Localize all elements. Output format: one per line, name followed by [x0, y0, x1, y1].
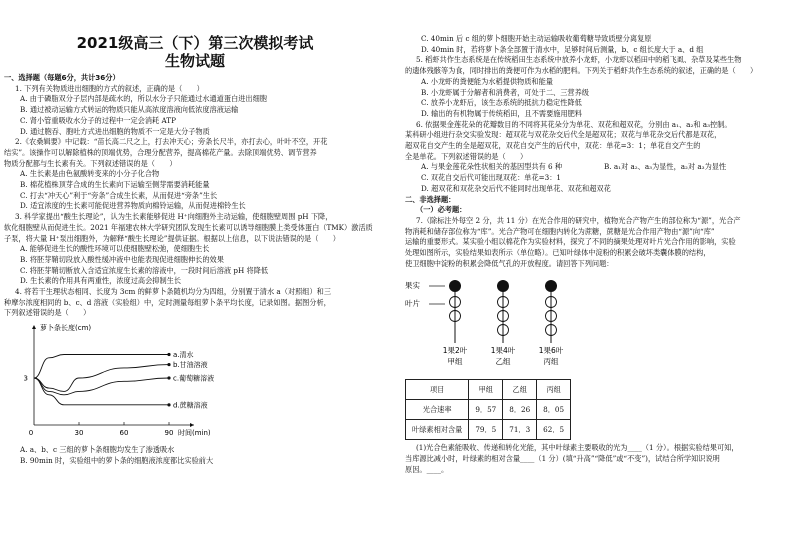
series-label: a.清水 [173, 351, 194, 360]
q3-option-c: C. 将胚芽鞘切断放入含适宜浓度生长素的溶液中，一段时间后溶液 pH 将降低 [20, 265, 269, 275]
q3-line: 3. 科学家提出“酸生长理论”，认为生长素能够促进 H⁺向细胞外主动运输，使细胞壁周围 pH 下降， [15, 212, 333, 222]
group-name: 乙组 [495, 357, 511, 367]
fruit-icon [449, 280, 461, 292]
q7-line: 7.（除标注外每空 2 分，共 11 分）在光合作用的研究中，植物光合产物产生的部位称为“源”，光合产 [416, 215, 741, 225]
q7-sub1-line: 原因。____。 [405, 464, 449, 474]
q4-option-c: C. 40min 后 c 组的萝卜细胞开始主动运输吸收葡萄糖导致质壁分离复原 [421, 34, 652, 43]
table-cell: 9．57 [469, 400, 503, 420]
radish-length-chart [12, 321, 262, 439]
q5-option-c: C. 放养小龙虾后，该生态系统的抵抗力稳定性降低 [421, 98, 582, 108]
x-tick-label: 60 [119, 429, 129, 438]
table-row [406, 420, 571, 440]
results-table [405, 379, 571, 440]
fruit-icon [497, 280, 509, 292]
q2-line: 物质分配都与生长素有关。下列叙述错误的是（ ） [4, 158, 177, 168]
q3-line: 软化细胞壁从而促进生长。2021 年福建农林大学研究团队发现生长素可以诱导细胞膜上类受体蛋白（TMK）激活质 [4, 222, 373, 232]
q6-option-b: B. a₁对 a₂、a₃为显性，a₂对 a₃为显性 [604, 162, 727, 172]
table-cell: 62．5 [537, 420, 571, 440]
left-column [4, 0, 386, 560]
q4-line: 4. 将若干生理状态相同、长度为 3cm 的鲜萝卜条随机均分为四组，分别置于清水 a（对照组）和三 [15, 287, 332, 297]
q7-sub1-line: 当库源比减小时，叶绿素的相对含量____（1 分）(填“升高”“降低”或“不变”)，试结合所学知识说明 [405, 454, 720, 464]
series-end-point [167, 363, 170, 366]
x-axis-arrow [190, 423, 194, 427]
q4-option-d: D. 40min 时，若将萝卜条全部置于清水中，足够时间后测量，b、c 组长度大于 a、d 组 [421, 44, 704, 54]
q6-line: 超双花自交产生的全是超双花，双花自交产生的后代中，双花：单花=3：1；单花自交产生的 [405, 141, 701, 151]
section-2-heading: 二、非选择题： [405, 194, 456, 204]
table-header-row [406, 380, 571, 400]
q3-option-a: A. 能够促进生长的酸性环境可以使细胞壁松弛，使细胞生长 [20, 244, 210, 254]
series-end-point [167, 403, 170, 406]
series-line [34, 378, 169, 395]
leaf-label: 叶片 [405, 299, 420, 309]
table-header-cell: 乙组 [503, 380, 537, 400]
x-tick-label: 30 [74, 429, 84, 438]
fruit-label: 果实 [405, 281, 420, 291]
q6-line: 某科研小组进行杂交实验发现：超双花与双花杂交后代全是超双花；双花与单花杂交后代都是双花， [405, 130, 722, 140]
plant-diagram [405, 271, 605, 381]
q5-option-d: D. 输出的有机物属于传统稻田，且不需要施用肥料 [421, 108, 583, 118]
q2-option-a: A. 生长素是由色氨酸转变来的小分子化合物 [20, 169, 160, 179]
q6-option-a: A. 与果金莲花朵性状相关的基因型共有 6 种 [421, 162, 563, 172]
q1-stem: 1. 下列有关物质进出细胞的方式的叙述，正确的是（ ） [15, 83, 204, 93]
table-cell: 叶绿素相对含量 [406, 420, 469, 440]
table-header-cell: 项目 [406, 380, 469, 400]
q2-line: 2.《农桑辑要》中记载：“苗长高二尺之上，打去冲天心；旁条长尺半，亦打去心，叶叶不空，开花 [15, 137, 328, 147]
q7-line: 使卫细胞中淀粉的积累会降低气孔的开放程度。请回答下列问题： [405, 258, 614, 268]
q5-option-a: A. 小龙虾的粪便能为水稻提供物质和能量 [421, 76, 553, 86]
q1-option-d: D. 通过胞吞、胞吐方式进出细胞的物质不一定是大分子物质 [20, 126, 210, 136]
q1-option-c: C. 肾小管重吸收水分子的过程中一定会消耗 ATP [20, 115, 176, 125]
group-caption: 1果4叶 [490, 346, 516, 356]
series-label: b.甘油溶液 [173, 361, 208, 370]
q1-option-a: A. 由于磷脂双分子层内部是疏水的，所以水分子只能通过水通道蛋白进出细胞 [20, 94, 267, 104]
table-cell: 光合速率 [406, 400, 469, 420]
q6-option-c: C. 双花自交后代可能出现双花：单花=3：1 [421, 173, 561, 183]
fruit-icon [545, 280, 557, 292]
table-header-cell: 丙组 [537, 380, 571, 400]
q4-line: 下列叙述错误的是（ ） [4, 308, 91, 318]
table-row [406, 400, 571, 420]
table-cell: 79．5 [469, 420, 503, 440]
x-tick-label: 0 [28, 429, 34, 438]
y-tick-label: 3 [23, 374, 28, 383]
table-cell: 8．26 [503, 400, 537, 420]
q3-option-b: B. 将胚芽鞘切段放入酸性缓冲液中也能表现促进细胞伸长的效果 [20, 254, 224, 264]
q7-line: 物消耗和储存部位称为“库”。光合产物可在细胞内转化为蔗糖，蔗糖是光合作用产物由“源”向“库” [405, 226, 715, 236]
right-column [405, 0, 787, 560]
q3-option-d: D. 生长素的作用具有两重性，浓度过高会抑制生长 [20, 276, 182, 286]
q2-option-b: B. 棉花植株顶芽合成的生长素向下运输至侧芽需要消耗能量 [20, 180, 210, 190]
series-label: d.蔗糖溶液 [173, 401, 208, 410]
q2-line: 结实”。该操作可以解除植株的顶端优势，合理分配营养，提高棉花产量。去除顶端优势、调节营养 [4, 147, 317, 157]
exam-subtitle: 生物试题 [164, 52, 225, 70]
group-name: 丙组 [543, 357, 559, 367]
q6-line: 全是单花。下列叙述错误的是（ ） [405, 151, 528, 161]
x-axis-label: 时间(min) [178, 429, 211, 438]
q7-line: 处理如图所示，实验结果如表所示（单位略）。已知叶绿体中淀粉的积累会破坏类囊体膜的结构， [405, 248, 711, 258]
table-cell: 71．3 [503, 420, 537, 440]
table-cell: 8．05 [537, 400, 571, 420]
exam-title: 2021级高三（下）第三次模拟考试 [76, 34, 314, 52]
group-name: 甲组 [447, 357, 463, 367]
q6-line: 6. 依据果金莲花朵的花瓣数目的不同将其花朵分为单花、双花和超双花，分别由 a₁、a₂和 a₃控制。 [416, 119, 732, 129]
plant-group-c [539, 280, 564, 366]
table-header-cell: 甲组 [469, 380, 503, 400]
q7-sub1-line: (1)光合色素能吸收、传递和转化光能，其中叶绿素主要吸收的光为____（1 分）。根据实验结果可知， [416, 443, 739, 453]
q2-option-d: D. 适宜浓度的生长素可能促进营养物质向棉铃运输，从而促进棉铃生长 [20, 201, 246, 211]
series-label: c.葡萄糖溶液 [173, 374, 215, 383]
q5-line: 5. 稻虾共作生态系统是在传统稻田生态系统中放养小龙虾，小龙虾以稻田中的稻飞虱、杂草及某些生物 [416, 55, 742, 65]
q4-line: 种摩尔浓度相同的 b、c、d 溶液（实验组）中，定时测量每组萝卜条平均长度，记录如图。据图分析， [4, 297, 331, 307]
q7-line: 运输的重要形式。某实验小组以棉花作为实验材料，探究了不同的摘果处理对叶片光合作用的影响，实验 [405, 237, 736, 247]
q5-line: 的遗体残骸等为食，同时排出的粪便可作为水稻的肥料。下列关于稻虾共作生态系统的叙述，正确的是（ ） [405, 66, 758, 76]
series-end-point [167, 353, 170, 356]
q4-option-b: B. 90min 时，实验组中的萝卜条的细胞液浓度都比实验前大 [20, 455, 214, 465]
q6-options-row-1 [405, 162, 787, 173]
q4-option-a: A. a、b、c 三组的萝卜条细胞均发生了渗透吸水 [20, 444, 175, 454]
plant-group-a [443, 280, 468, 366]
series-line [34, 378, 169, 405]
series-end-point [167, 377, 170, 380]
y-axis-arrow [32, 325, 36, 329]
experiment-figure [405, 271, 787, 377]
x-tick-label: 90 [164, 429, 174, 438]
plant-group-b [491, 280, 516, 366]
section-1-heading: 一、选择题（每题6分，共计36分） [4, 73, 120, 82]
q5-option-b: B. 小龙虾属于分解者和消费者，可处于二、三营养级 [421, 87, 589, 97]
series-line [34, 365, 169, 392]
q1-option-b: B. 通过被动运输方式转运的物质只能从高浓度溶液向低浓度溶液运输 [20, 105, 239, 115]
q6-option-d: D. 超双花和双花杂交后代不能同时出现单花、双花和超双花 [421, 183, 611, 193]
q3-line: 子泵，将大量 H⁺泵出细胞外，为解释“酸生长理论”提供证据。根据以上信息，以下说法错误的是（ ） [4, 233, 340, 243]
q2-option-c: C. 打去“冲天心”利于“旁条”合成生长素，从而促进“旁条”生长 [20, 190, 218, 200]
y-axis-label: 萝卜条长度(cm) [40, 324, 92, 333]
subsection-required: （一）必考题： [416, 205, 467, 215]
group-caption: 1果6叶 [538, 346, 564, 356]
group-caption: 1果2叶 [442, 346, 468, 356]
